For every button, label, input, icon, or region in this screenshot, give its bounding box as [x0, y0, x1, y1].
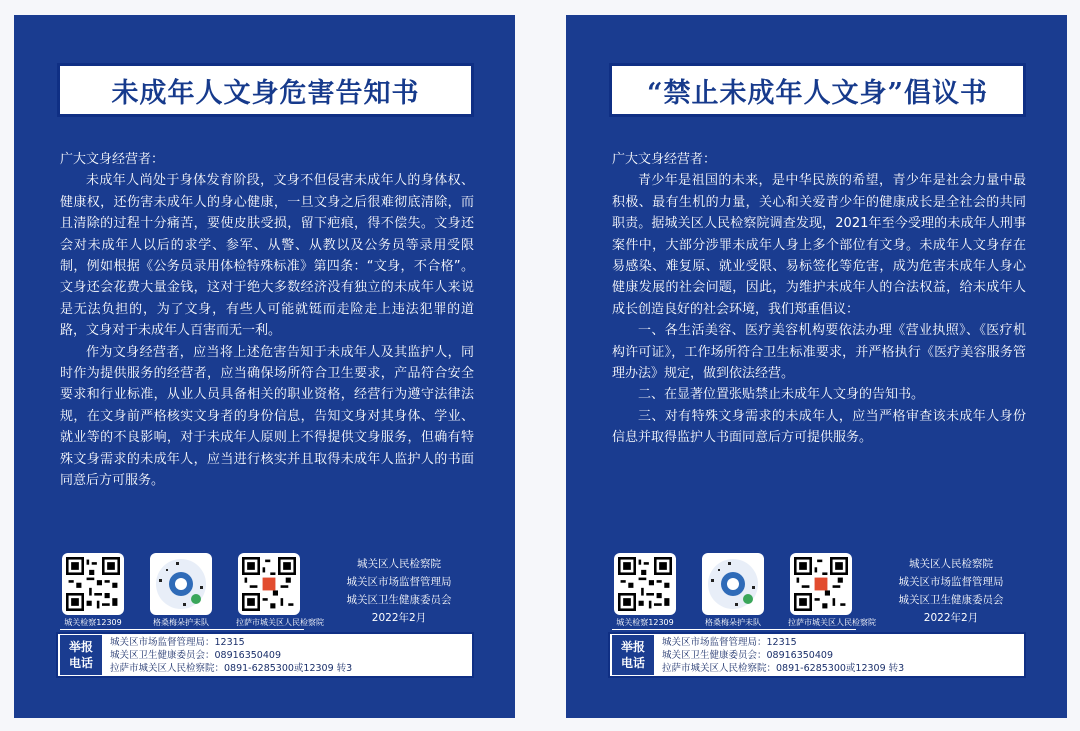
- qr-label: 城关检察12309: [616, 618, 674, 627]
- qr-item: [612, 553, 678, 628]
- org-name: 城关区市场监督管理局: [898, 576, 1004, 588]
- qr-code-icon: [238, 553, 300, 615]
- qr-code-icon: [62, 553, 124, 615]
- hotline-entry: 城关区卫生健康委员会：08916350409: [662, 649, 833, 661]
- qr-label: 格桑梅朵护未队: [153, 618, 209, 627]
- proposal-poster: [566, 15, 1067, 718]
- hotline-entry: 拉萨市城关区人民检察院：0891-6285300或12309 转3: [110, 662, 353, 674]
- poster-title: 未成年人文身危害告知书: [57, 63, 474, 117]
- qr-label: 拉萨市城关区人民检察院: [788, 618, 876, 627]
- body-paragraph: 青少年是祖国的未来，是中华民族的希望，青少年是社会力量中最积极、最有生机的力量，关心和关爱青少年的健康成长是全社会的共同职责。据城关区人民检察院调查发现，2021年至今受理的未成年人刑事案件中，大部分涉罪未成年人身上多个部位有文身。未成年人文身存在易感染、难复原、就业受限、易标签化等危害，成为危害未成年人身心健康发展的社会问题，因此，为维护未成年人的合法权益，给未成年人成长创造良好的社会环境，我们郑重倡议：: [612, 173, 1026, 317]
- org-name: 城关区人民检察院: [357, 558, 441, 570]
- body-paragraph: 未成年人尚处于身体发育阶段，文身不但侵害未成年人的身体权、健康权，还伤害未成年人的身心健康，一旦文身之后很难彻底清除，而且清除的过程十分痛苦，要使皮肤受损，留下疤痕，得不偿失。文身还会对未成年人以后的求学、参军、从警、从教以及公务员等录用受限制，例如根据《公务员录用体检特殊标准》第四条：“文身，不合格”。文身还会花费大量金钱，这对于绝大多数经济没有独立的未成年人来说是无法负担的，为了文身，有些人可能就铤而走险走上违法犯罪的道路，文身对于未成年人百害而无一利。: [60, 173, 474, 339]
- qr-item: [236, 553, 324, 628]
- qr-label: 拉萨市城关区人民检察院: [236, 618, 324, 627]
- body-paragraph: 作为文身经营者，应当将上述危害告知于未成年人及其监护人，同时作为提供服务的经营者，应当确保场所符合卫生要求，产品符合安全要求和行业标准，从业人员具备相关的职业资格，经营行为遵守法律法规，在文身前严格核实文身者的身份信息，告知文身对其身体、学业、就业等的不良影响，对于未成年人原则上不得提供文身服务，但确有特殊文身需求的未成年人，应当进行核实并且取得未成年人监护人的书面同意后方可服务。: [60, 344, 474, 489]
- issue-date: 2022年2月: [923, 612, 979, 624]
- qr-item: [700, 553, 766, 628]
- hotline-list: [662, 636, 904, 675]
- notice-poster: [14, 15, 515, 718]
- issue-date: 2022年2月: [371, 612, 427, 624]
- org-name: 城关区市场监督管理局: [346, 576, 452, 588]
- hotline-label: 举报 电话: [612, 635, 654, 675]
- qr-code-row: [612, 553, 876, 631]
- qr-label: 格桑梅朵护未队: [705, 618, 761, 627]
- hotline-box: [56, 632, 474, 678]
- body-paragraph: 二、在显著位置张贴禁止未成年人文身的告知书。: [638, 387, 925, 403]
- poster-body: [612, 149, 1026, 449]
- hotline-box: [608, 632, 1026, 678]
- qr-item: [60, 553, 126, 628]
- divider: [612, 629, 856, 630]
- hotline-entry: 拉萨市城关区人民检察院：0891-6285300或12309 转3: [662, 662, 905, 674]
- issuing-orgs: [324, 555, 474, 627]
- body-paragraph: 一、各生活美容、医疗美容机构要依法办理《营业执照》、《医疗机构许可证》，工作场所符合卫生标准要求，并严格执行《医疗美容服务管理办法》规定，做到依法经营。: [612, 323, 1026, 382]
- qr-item: [788, 553, 876, 628]
- salutation: 广大文身经营者：: [60, 152, 165, 167]
- qr-label: 城关检察12309: [64, 618, 122, 627]
- qr-code-icon: [790, 553, 852, 615]
- poster-body: [60, 149, 474, 492]
- salutation: 广大文身经营者：: [612, 152, 717, 167]
- qr-item: [148, 553, 214, 628]
- issuing-orgs: [876, 555, 1026, 627]
- qr-code-icon: [614, 553, 676, 615]
- qr-code-row: [60, 553, 324, 631]
- divider: [60, 629, 304, 630]
- qr-code-icon: [150, 553, 212, 615]
- hotline-entry: 城关区卫生健康委员会：08916350409: [110, 649, 281, 661]
- hotline-entry: 城关区市场监督管理局：12315: [662, 636, 797, 648]
- poster-title: “禁止未成年人文身”倡议书: [609, 63, 1026, 117]
- org-name: 城关区卫生健康委员会: [346, 594, 452, 606]
- hotline-list: [110, 636, 352, 675]
- hotline-entry: 城关区市场监督管理局：12315: [110, 636, 245, 648]
- qr-code-icon: [702, 553, 764, 615]
- org-name: 城关区人民检察院: [909, 558, 993, 570]
- body-paragraph: 三、对有特殊文身需求的未成年人，应当严格审查该未成年人身份信息并取得监护人书面同意后方可提供服务。: [612, 408, 1026, 446]
- org-name: 城关区卫生健康委员会: [898, 594, 1004, 606]
- hotline-label: 举报 电话: [60, 635, 102, 675]
